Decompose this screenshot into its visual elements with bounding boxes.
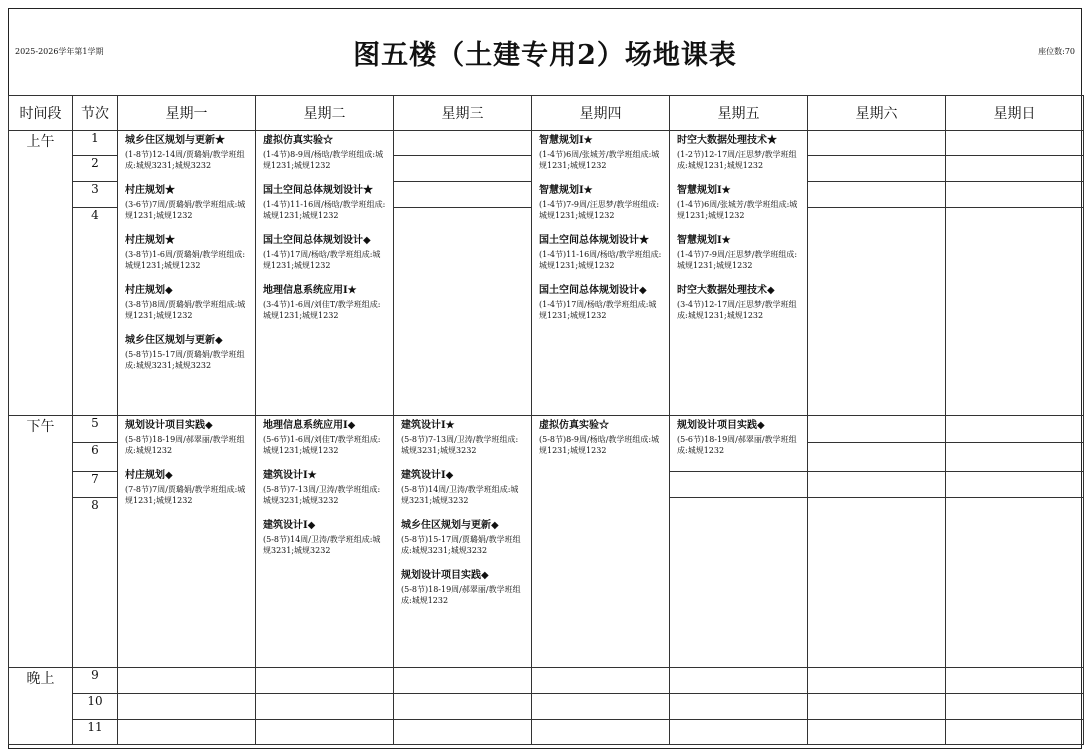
- cell-sun-s3: [946, 182, 1084, 208]
- course-detail: (3-4节)12-17周/汪思梦/教学班组成:城规1231;城规1232: [677, 300, 797, 320]
- course-detail: (5-8节)14周/卫涛/教学班组成:城规3231;城规3232: [263, 535, 381, 555]
- course-name: 国土空间总体规划设计★: [539, 235, 649, 246]
- course-entry: [401, 519, 526, 556]
- section-1: 1: [73, 131, 118, 156]
- course-name: 国土空间总体规划设计◆: [539, 285, 647, 296]
- col-monday: 星期一: [118, 96, 256, 131]
- course-name: 城乡住区规划与更新★: [125, 135, 225, 146]
- course-detail: (5-8节)7-13周/卫涛/教学班组成:城规3231;城规3232: [263, 485, 381, 505]
- course-entry: [263, 234, 388, 271]
- course-entry: [125, 284, 250, 321]
- course-entry: [677, 284, 802, 321]
- cell-tue-am: [256, 131, 394, 416]
- timetable-frame: [8, 8, 1082, 749]
- col-sunday: 星期日: [946, 96, 1084, 131]
- cell-sun-s4: [946, 208, 1084, 416]
- cell-thu-s9: [532, 668, 670, 694]
- cell-sat-s3: [808, 182, 946, 208]
- cell-wed-s2: [394, 156, 532, 182]
- term-label: 2025-2026学年第1学期: [15, 47, 104, 56]
- section-6: 6: [73, 443, 118, 472]
- seat-count: 座位数:70: [1038, 47, 1075, 56]
- section-2: 2: [73, 156, 118, 182]
- cell-sat-s2: [808, 156, 946, 182]
- cell-sat-s8: [808, 498, 946, 668]
- cell-fri-s9: [670, 668, 808, 694]
- course-detail: (3-4节)1-6周/刘佳T/教学班组成:城规1231;城规1232: [263, 300, 381, 320]
- course-list: [670, 416, 807, 469]
- course-detail: (1-4节)11-16周/杨晗/教学班组成:城规1231;城规1232: [539, 250, 662, 270]
- course-detail: (1-8节)12-14周/贾璐娟/教学班组成:城规3231;城规3232: [125, 150, 245, 170]
- cell-fri-s10: [670, 694, 808, 720]
- cell-tue-s10: [256, 694, 394, 720]
- cell-wed-pm: [394, 416, 532, 668]
- course-entry: [125, 134, 250, 171]
- course-name: 时空大数据处理技术★: [677, 135, 777, 146]
- course-entry: [125, 184, 250, 221]
- course-name: 虚拟仿真实验☆: [263, 135, 333, 146]
- course-detail: (3-6节)7周/贾璐娟/教学班组成:城规1231;城规1232: [125, 200, 246, 220]
- cell-wed-s11: [394, 720, 532, 745]
- course-detail: (5-8节)15-17周/贾璐娟/教学班组成:城规3231;城规3232: [125, 350, 245, 370]
- cell-mon-s9: [118, 668, 256, 694]
- cell-sun-s8: [946, 498, 1084, 668]
- cell-sat-s9: [808, 668, 946, 694]
- course-name: 村庄规划★: [125, 185, 175, 196]
- cell-sun-s2: [946, 156, 1084, 182]
- course-name: 城乡住区规划与更新◆: [401, 520, 499, 531]
- cell-wed-s1: [394, 131, 532, 156]
- course-detail: (1-4节)7-9周/汪思梦/教学班组成:城规1231;城规1232: [539, 200, 660, 220]
- cell-fri-pm: [670, 416, 808, 472]
- col-tuesday: 星期二: [256, 96, 394, 131]
- cell-thu-s11: [532, 720, 670, 745]
- table-row: [9, 694, 1084, 720]
- course-list: [256, 131, 393, 334]
- course-name: 时空大数据处理技术◆: [677, 285, 775, 296]
- cell-sat-s10: [808, 694, 946, 720]
- course-detail: (5-8节)18-19周/郝翠丽/教学班组成:城规1232: [401, 585, 521, 605]
- course-entry: [677, 134, 802, 171]
- course-entry: [263, 134, 388, 171]
- cell-sun-s7: [946, 472, 1084, 498]
- course-detail: (5-8节)15-17周/贾璐娟/教学班组成:城规3231;城规3232: [401, 535, 521, 555]
- cell-tue-s11: [256, 720, 394, 745]
- col-time-period: 时间段: [9, 96, 73, 131]
- course-name: 村庄规划◆: [125, 470, 173, 481]
- course-entry: [401, 569, 526, 606]
- course-entry: [401, 419, 526, 456]
- course-detail: (3-8节)8周/贾璐娟/教学班组成:城规1231;城规1232: [125, 300, 246, 320]
- course-entry: [539, 184, 664, 221]
- course-list: [394, 416, 531, 619]
- course-detail: (1-4节)17周/杨晗/教学班组成:城规1231;城规1232: [539, 300, 657, 320]
- course-entry: [677, 419, 802, 456]
- cell-sat-s11: [808, 720, 946, 745]
- course-entry: [539, 419, 664, 456]
- section-10: 10: [73, 694, 118, 720]
- section-7: 7: [73, 472, 118, 498]
- col-section: 节次: [73, 96, 118, 131]
- course-name: 建筑设计Ⅰ★: [401, 420, 455, 431]
- cell-sun-s5: [946, 416, 1084, 443]
- cell-mon-s10: [118, 694, 256, 720]
- course-entry: [263, 184, 388, 221]
- cell-sat-s1: [808, 131, 946, 156]
- section-11: 11: [73, 720, 118, 745]
- course-name: 智慧规划Ⅰ★: [677, 185, 731, 196]
- col-wednesday: 星期三: [394, 96, 532, 131]
- period-afternoon: 下午: [9, 416, 73, 668]
- course-name: 智慧规划Ⅰ★: [539, 135, 593, 146]
- course-list: [532, 131, 669, 334]
- cell-tue-pm: [256, 416, 394, 668]
- course-entry: [125, 334, 250, 371]
- course-entry: [677, 184, 802, 221]
- course-detail: (5-8节)8-9周/杨晗/教学班组成:城规1231;城规1232: [539, 435, 660, 455]
- cell-wed-s10: [394, 694, 532, 720]
- section-4: 4: [73, 208, 118, 416]
- col-thursday: 星期四: [532, 96, 670, 131]
- course-name: 城乡住区规划与更新◆: [125, 335, 223, 346]
- cell-mon-pm: [118, 416, 256, 668]
- cell-sat-s6: [808, 443, 946, 472]
- section-3: 3: [73, 182, 118, 208]
- course-entry: [263, 419, 388, 456]
- cell-sun-s9: [946, 668, 1084, 694]
- table-row: [9, 416, 1084, 443]
- course-detail: (1-4节)17周/杨晗/教学班组成:城规1231;城规1232: [263, 250, 381, 270]
- timetable: [8, 95, 1084, 745]
- cell-fri-am: [670, 131, 808, 416]
- cell-fri-s11: [670, 720, 808, 745]
- page-title: 图五楼（土建专用2）场地课表: [353, 40, 737, 71]
- course-name: 虚拟仿真实验☆: [539, 420, 609, 431]
- course-detail: (5-6节)1-6周/刘佳T/教学班组成:城规1231;城规1232: [263, 435, 381, 455]
- period-morning: 上午: [9, 131, 73, 416]
- course-detail: (5-8节)18-19周/郝翠丽/教学班组成:城规1232: [125, 435, 245, 455]
- course-detail: (1-4节)7-9周/汪思梦/教学班组成:城规1231;城规1232: [677, 250, 798, 270]
- course-name: 智慧规划Ⅰ★: [677, 235, 731, 246]
- cell-thu-s10: [532, 694, 670, 720]
- course-name: 建筑设计Ⅰ◆: [401, 470, 454, 481]
- course-entry: [677, 234, 802, 271]
- cell-sat-s7: [808, 472, 946, 498]
- course-entry: [539, 234, 664, 271]
- cell-fri-s7: [670, 472, 808, 498]
- table-row: [9, 131, 1084, 156]
- course-name: 村庄规划◆: [125, 285, 173, 296]
- cell-sun-s6: [946, 443, 1084, 472]
- cell-thu-pm: [532, 416, 670, 668]
- section-5: 5: [73, 416, 118, 443]
- course-list: [532, 416, 669, 469]
- course-name: 规划设计项目实践◆: [677, 420, 765, 431]
- course-detail: (1-4节)8-9周/杨晗/教学班组成:城规1231;城规1232: [263, 150, 384, 170]
- col-friday: 星期五: [670, 96, 808, 131]
- course-entry: [125, 419, 250, 456]
- course-detail: (1-4节)6周/张城芳/教学班组成:城规1231;城规1232: [677, 200, 798, 220]
- course-detail: (5-8节)7-13周/卫涛/教学班组成:城规3231;城规3232: [401, 435, 519, 455]
- course-entry: [539, 134, 664, 171]
- cell-sun-s1: [946, 131, 1084, 156]
- cell-sat-s5: [808, 416, 946, 443]
- course-list: [256, 416, 393, 569]
- course-detail: (1-4节)6周/张城芳/教学班组成:城规1231;城规1232: [539, 150, 660, 170]
- table-row: [9, 668, 1084, 694]
- course-detail: (5-8节)14周/卫涛/教学班组成:城规3231;城规3232: [401, 485, 519, 505]
- course-entry: [401, 469, 526, 506]
- course-entry: [125, 469, 250, 506]
- course-name: 建筑设计Ⅰ◆: [263, 520, 316, 531]
- header-row: [9, 96, 1084, 131]
- course-list: [118, 416, 255, 519]
- course-detail: (1-4节)11-16周/杨晗/教学班组成:城规1231;城规1232: [263, 200, 386, 220]
- cell-wed-s9: [394, 668, 532, 694]
- cell-thu-am: [532, 131, 670, 416]
- course-detail: (5-6节)18-19周/郝翠丽/教学班组成:城规1232: [677, 435, 797, 455]
- course-entry: [263, 469, 388, 506]
- col-saturday: 星期六: [808, 96, 946, 131]
- course-name: 规划设计项目实践◆: [401, 570, 489, 581]
- course-name: 村庄规划★: [125, 235, 175, 246]
- course-detail: (3-8节)1-6周/贾璐娟/教学班组成:城规1231;城规1232: [125, 250, 246, 270]
- course-name: 规划设计项目实践◆: [125, 420, 213, 431]
- cell-fri-s8: [670, 498, 808, 668]
- section-9: 9: [73, 668, 118, 694]
- course-detail: (7-8节)7周/贾璐娟/教学班组成:城规1231;城规1232: [125, 485, 246, 505]
- cell-wed-s3: [394, 182, 532, 208]
- course-name: 建筑设计Ⅰ★: [263, 470, 317, 481]
- cell-wed-s4: [394, 208, 532, 416]
- course-name: 国土空间总体规划设计★: [263, 185, 373, 196]
- cell-sat-s4: [808, 208, 946, 416]
- cell-sun-s10: [946, 694, 1084, 720]
- cell-tue-s9: [256, 668, 394, 694]
- section-8: 8: [73, 498, 118, 668]
- period-evening: 晚上: [9, 668, 73, 745]
- course-list: [118, 131, 255, 384]
- course-name: 地理信息系统应用Ⅰ★: [263, 285, 357, 296]
- course-entry: [263, 519, 388, 556]
- header: [9, 9, 1081, 95]
- cell-mon-am: [118, 131, 256, 416]
- course-name: 智慧规划Ⅰ★: [539, 185, 593, 196]
- course-detail: (1-2节)12-17周/汪思梦/教学班组成:城规1231;城规1232: [677, 150, 797, 170]
- course-entry: [263, 284, 388, 321]
- course-list: [670, 131, 807, 334]
- course-name: 地理信息系统应用Ⅰ◆: [263, 420, 356, 431]
- course-name: 国土空间总体规划设计◆: [263, 235, 371, 246]
- course-entry: [125, 234, 250, 271]
- cell-mon-s11: [118, 720, 256, 745]
- table-row: [9, 720, 1084, 745]
- course-entry: [539, 284, 664, 321]
- cell-sun-s11: [946, 720, 1084, 745]
